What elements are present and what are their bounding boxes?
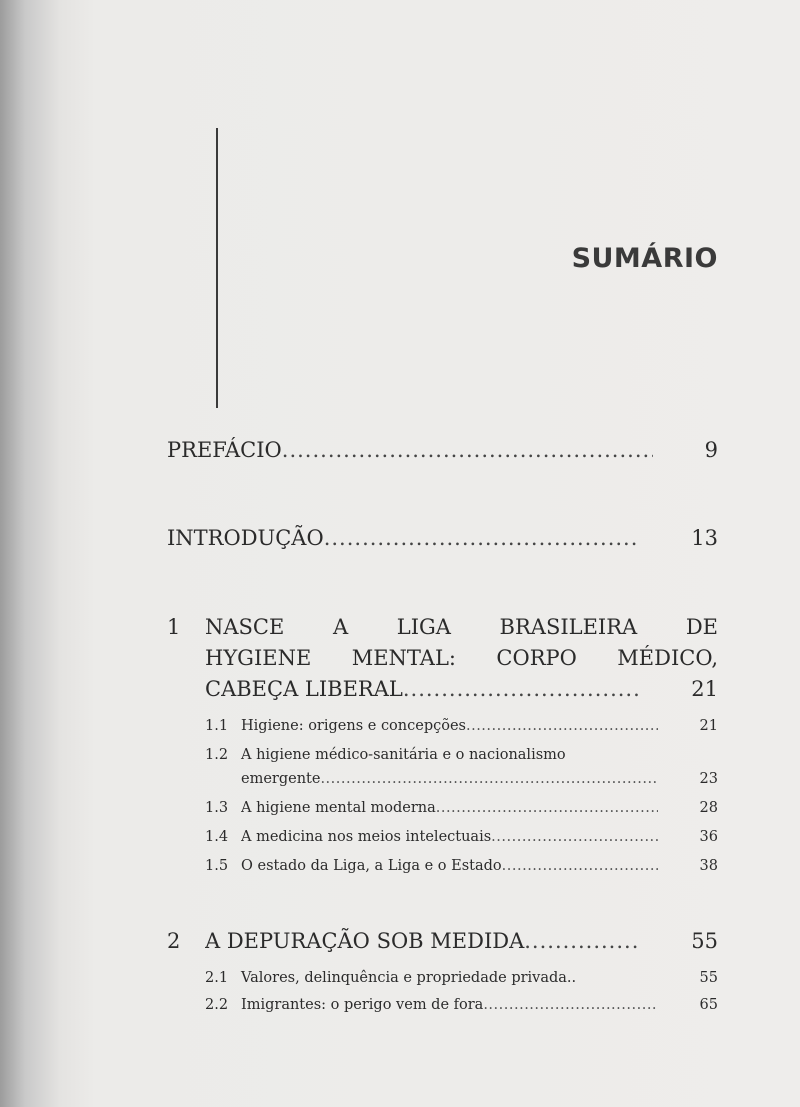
section-page: 36 [699,829,718,845]
section-number: 1.4 [205,829,229,845]
toc-chapter-1 [167,612,718,705]
chapter-page: 21 [691,677,718,701]
chapter-number: 1 [167,615,181,639]
toc-section [205,796,718,820]
section-page: 28 [699,800,718,816]
chapter-title-last-line [205,674,718,705]
toc-entry-label: PREFÁCIO ..... [167,435,653,466]
chapter-number: 2 [167,929,181,953]
chapter-title-line: CABEÇA LIBERAL ..... [205,674,639,705]
chapter-title-last-line [205,926,718,957]
toc-sections-chapter-2 [205,966,718,1017]
toc-section [205,966,718,990]
chapter-title-line: HYGIENE MENTAL: CORPO MÉDICO, [205,646,718,670]
section-page: 55 [699,970,718,986]
section-page: 23 [699,771,718,787]
toc-chapter-2 [167,926,718,957]
toc-section [205,714,718,738]
section-label: A higiene médico-sanitária e o nacionalismo [241,747,566,763]
section-label: Valores, delinquência e propriedade privada.. [241,970,577,986]
section-label: Higiene: origens e concepções ..... [241,714,658,738]
section-page: 21 [699,718,718,734]
section-page: 38 [699,858,718,874]
toc-entry-prefacio [167,435,718,466]
section-page: 65 [699,997,718,1013]
chapter-title-line: A DEPURAÇÃO SOB MEDIDA ..... [205,926,639,957]
section-number: 1.3 [205,800,229,816]
chapter-title-line: NASCE A LIGA BRASILEIRA DE [205,615,718,639]
section-number: 1.5 [205,858,229,874]
section-label: A higiene mental moderna ..... [241,796,658,820]
toc-entry-introducao [167,523,718,554]
section-number: 2.1 [205,970,229,986]
toc-section [205,743,718,767]
toc-entry-page: 9 [704,438,718,462]
toc-entry-page: 13 [691,526,718,550]
decorative-vertical-rule [216,128,218,408]
section-label: O estado da Liga, a Liga e o Estado ..... [241,854,658,878]
page-title: SUMÁRIO [571,243,718,274]
section-label: Imigrantes: o perigo vem de fora ..... [241,993,658,1017]
section-label-continuation: emergente ..... [241,767,658,791]
toc-sections-chapter-1 [205,714,718,878]
chapter-page: 55 [691,929,718,953]
toc-section-continuation [205,767,718,791]
toc-section [205,854,718,878]
section-number: 1.1 [205,718,229,734]
toc-section [205,825,718,849]
section-number: 1.2 [205,747,229,763]
toc-section [205,993,718,1017]
toc-entry-label: INTRODUÇÃO ..... [167,523,639,554]
section-number: 2.2 [205,997,229,1013]
section-label: A medicina nos meios intelectuais ..... [241,825,658,849]
